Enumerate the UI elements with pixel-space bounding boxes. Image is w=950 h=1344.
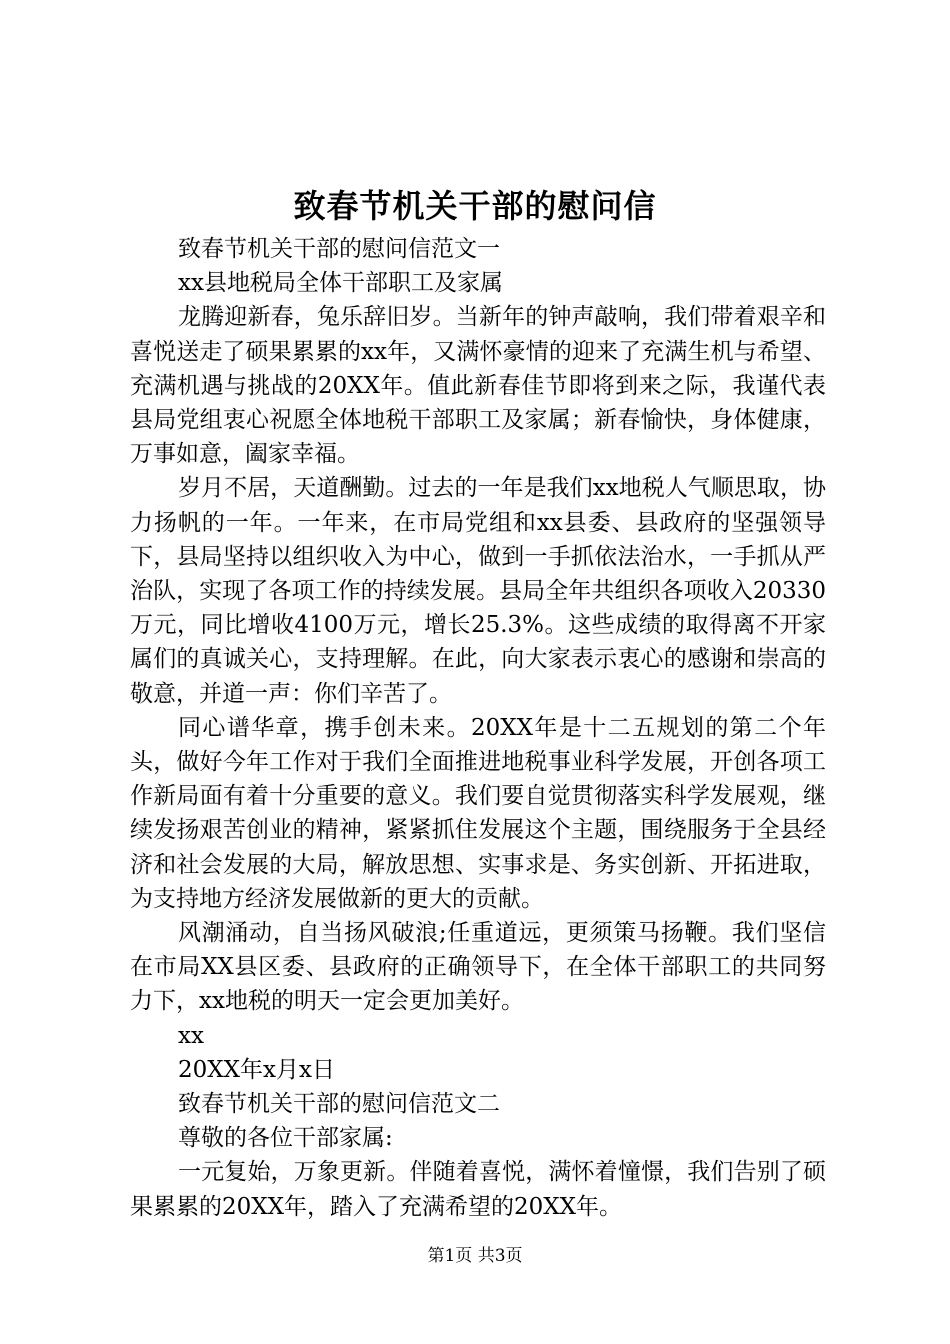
document-title: 致春节机关干部的慰问信 (293, 187, 657, 225)
paragraph-subtitle-2: 致春节机关干部的慰问信范文二 (178, 1091, 500, 1118)
paragraph-greeting: 龙腾迎新春，兔乐辞旧岁。当新年的钟声敲响，我们带着艰辛和喜悦送走了硕果累累的xx年，又满怀豪情的迎来了充满生机与希望、充满机遇与挑战的20XX年。值此新春佳节即将到来之际，我谨代表县局党组衷心祝愿全体地税干部职工及家属；新春愉快，身体健康，万事如意，阖家幸福。 (130, 304, 826, 468)
paragraph-addressee-1: xx县地税局全体干部职工及家属 (178, 270, 503, 297)
paragraph-signature: xx (178, 1022, 204, 1049)
document-body (130, 232, 826, 1224)
paragraph-date: 20XX年x月x日 (178, 1056, 335, 1083)
page-indicator: 第1页 共3页 (427, 1246, 523, 1266)
paragraph-closing: 风潮涌动，自当扬风破浪;任重道远，更须策马扬鞭。我们坚信在市局XX县区委、县政府的正确领导下，在全体干部职工的共同努力下，xx地税的明天一定会更加美好。 (130, 920, 826, 1015)
paragraph-subtitle-1: 致春节机关干部的慰问信范文一 (178, 236, 500, 262)
paragraph-review: 岁月不居，天道酬勤。过去的一年是我们xx地税人气顺思取，协力扬帆的一年。一年来，在市局党组和xx县委、县政府的坚强领导下，县局坚持以组织收入为中心，做到一手抓依法治水，一手抓从严治队，实现了各项工作的持续发展。县局全年共组织各项收入20330万元，同比增收4100万元，增长25.3%。这些成绩的取得离不开家属们的真诚关心，支持理解。在此，向大家表示衷心的感谢和崇高的敬意，并道一声：你们辛苦了。 (130, 475, 826, 707)
paragraph-outlook: 同心谱华章，携手创未来。20XX年是十二五规划的第二个年头，做好今年工作对于我们全面推进地税事业科学发展，开创各项工作新局面有着十分重要的意义。我们要自觉贯彻落实科学发展观，继续发扬艰苦创业的精神，紧紧抓住发展这个主题，围绕服务于全县经济和社会发展的大局，解放思想、实事求是、务实创新、开拓进取，为支持地方经济发展做新的更大的贡献。 (130, 714, 826, 912)
paragraph-opening-2: 一元复始，万象更新。伴随着喜悦，满怀着憧憬，我们告别了硕果累累的20XX年，踏入了充满希望的20XX年。 (130, 1159, 826, 1220)
paragraph-addressee-2: 尊敬的各位干部家属: (178, 1125, 393, 1152)
